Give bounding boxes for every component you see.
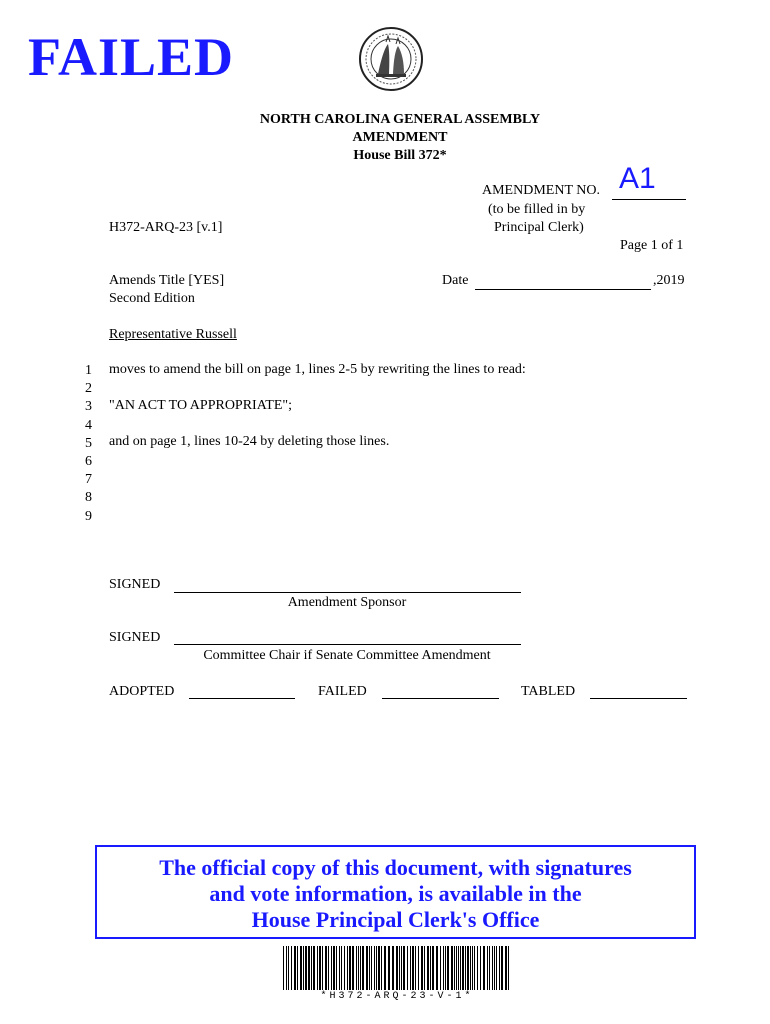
line-number: 4 xyxy=(85,417,92,433)
tabled-line xyxy=(590,698,687,699)
chair-signed-label: SIGNED xyxy=(109,630,161,645)
line-number-column xyxy=(80,362,92,526)
chair-caption xyxy=(0,648,770,664)
amendment-number-value: A1 xyxy=(619,162,656,195)
line-number: 8 xyxy=(85,490,92,506)
representative-name: Representative Russell xyxy=(109,327,237,342)
sponsor-caption xyxy=(0,595,770,611)
chair-caption-text: Committee Chair if Senate Committee Amendment xyxy=(203,648,491,663)
to-be-filled-note: (to be filled in by xyxy=(488,202,586,217)
amendment-number-underline xyxy=(612,199,686,200)
date-year: ,2019 xyxy=(653,273,685,288)
amendment-text-line-1: moves to amend the bill on page 1, lines 2-5 by rewriting the lines to read: xyxy=(109,362,526,377)
line-number: 2 xyxy=(85,381,92,397)
barcode-text: *H372-ARQ-23-V-1* xyxy=(320,991,474,1002)
document-type-heading: AMENDMENT xyxy=(352,130,448,145)
line-number: 6 xyxy=(85,454,92,470)
notice-line-3: House Principal Clerk's Office xyxy=(251,907,540,932)
tabled-label: TABLED xyxy=(521,684,576,699)
amendment-text-line-5: and on page 1, lines 10-24 by deleting those lines. xyxy=(109,434,390,449)
adopted-line xyxy=(189,698,295,699)
notice-line-2: and vote information, is available in the xyxy=(209,881,582,906)
principal-clerk-note: Principal Clerk) xyxy=(494,220,584,235)
page-number: Page 1 of 1 xyxy=(620,238,684,253)
sponsor-signature-line xyxy=(174,592,521,593)
amendment-text-line-3: "AN ACT TO APPROPRIATE"; xyxy=(109,398,292,413)
official-copy-notice xyxy=(95,845,696,939)
sponsor-caption-text: Amendment Sponsor xyxy=(287,595,407,610)
line-number: 5 xyxy=(85,435,92,451)
failed-stamp: FAILED xyxy=(28,27,235,87)
amends-title: Amends Title [YES] xyxy=(109,273,225,288)
edition: Second Edition xyxy=(109,291,195,306)
state-seal-icon xyxy=(358,22,424,96)
adopted-label: ADOPTED xyxy=(109,684,175,699)
line-number: 3 xyxy=(85,399,92,415)
chair-signature-line xyxy=(174,644,521,645)
date-field-line xyxy=(475,289,651,290)
notice-line-1: The official copy of this document, with signatures xyxy=(159,855,632,880)
barcode-icon xyxy=(283,946,511,990)
line-number: 7 xyxy=(85,472,92,488)
date-label: Date xyxy=(442,273,469,288)
sponsor-signed-label: SIGNED xyxy=(109,577,161,592)
bill-identifier: H372-ARQ-23 [v.1] xyxy=(109,220,223,235)
assembly-heading: NORTH CAROLINA GENERAL ASSEMBLY xyxy=(259,112,541,127)
line-number: 9 xyxy=(85,508,92,524)
line-number: 1 xyxy=(85,363,92,378)
failed-line xyxy=(382,698,499,699)
amendment-number-label: AMENDMENT NO. xyxy=(482,183,600,198)
bill-heading: House Bill 372* xyxy=(353,148,447,163)
failed-label: FAILED xyxy=(318,684,367,699)
